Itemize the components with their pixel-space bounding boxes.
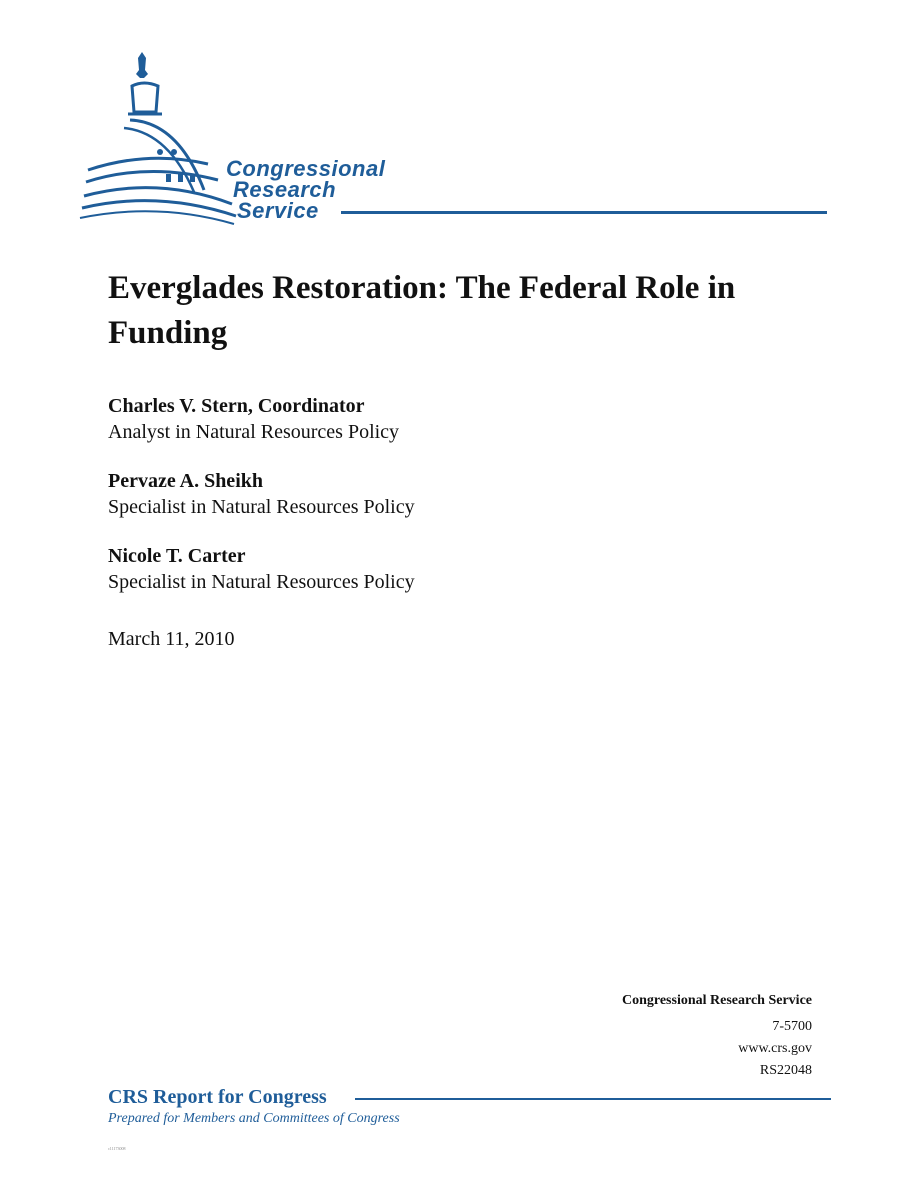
capitol-dome-icon — [78, 40, 248, 230]
logo-text-service: Service — [237, 198, 319, 223]
crs-logo — [78, 40, 838, 230]
footer-title: CRS Report for Congress — [108, 1086, 327, 1108]
author-role: Specialist in Natural Resources Policy — [108, 571, 415, 593]
author-block — [108, 543, 708, 595]
publisher-org: Congressional Research Service — [621, 993, 812, 1008]
publisher-website[interactable]: www.crs.gov — [738, 1041, 812, 1056]
author-block — [108, 468, 708, 520]
document-code: c11173008 — [108, 1146, 126, 1151]
logo-text-research: Research — [233, 177, 337, 202]
author-block — [108, 393, 708, 445]
author-name: Pervaze A. Sheikh — [108, 470, 263, 492]
footer-rule — [355, 1098, 831, 1100]
report-number: RS22048 — [759, 1063, 812, 1078]
report-date: March 11, 2010 — [108, 628, 235, 650]
publisher-info — [622, 990, 812, 1082]
footer-subtitle: Prepared for Members and Committees of Congress — [108, 1111, 400, 1126]
author-role: Analyst in Natural Resources Policy — [108, 421, 400, 443]
report-title: Everglades Restoration: The Federal Role in Funding — [108, 270, 736, 351]
logo-rule — [341, 211, 827, 214]
logo-text-congressional: Congressional — [226, 156, 386, 181]
author-name: Nicole T. Carter — [108, 545, 246, 567]
author-name: Charles V. Stern, Coordinator — [108, 395, 365, 417]
publisher-code: 7-5700 — [772, 1019, 812, 1034]
author-role: Specialist in Natural Resources Policy — [108, 496, 415, 518]
